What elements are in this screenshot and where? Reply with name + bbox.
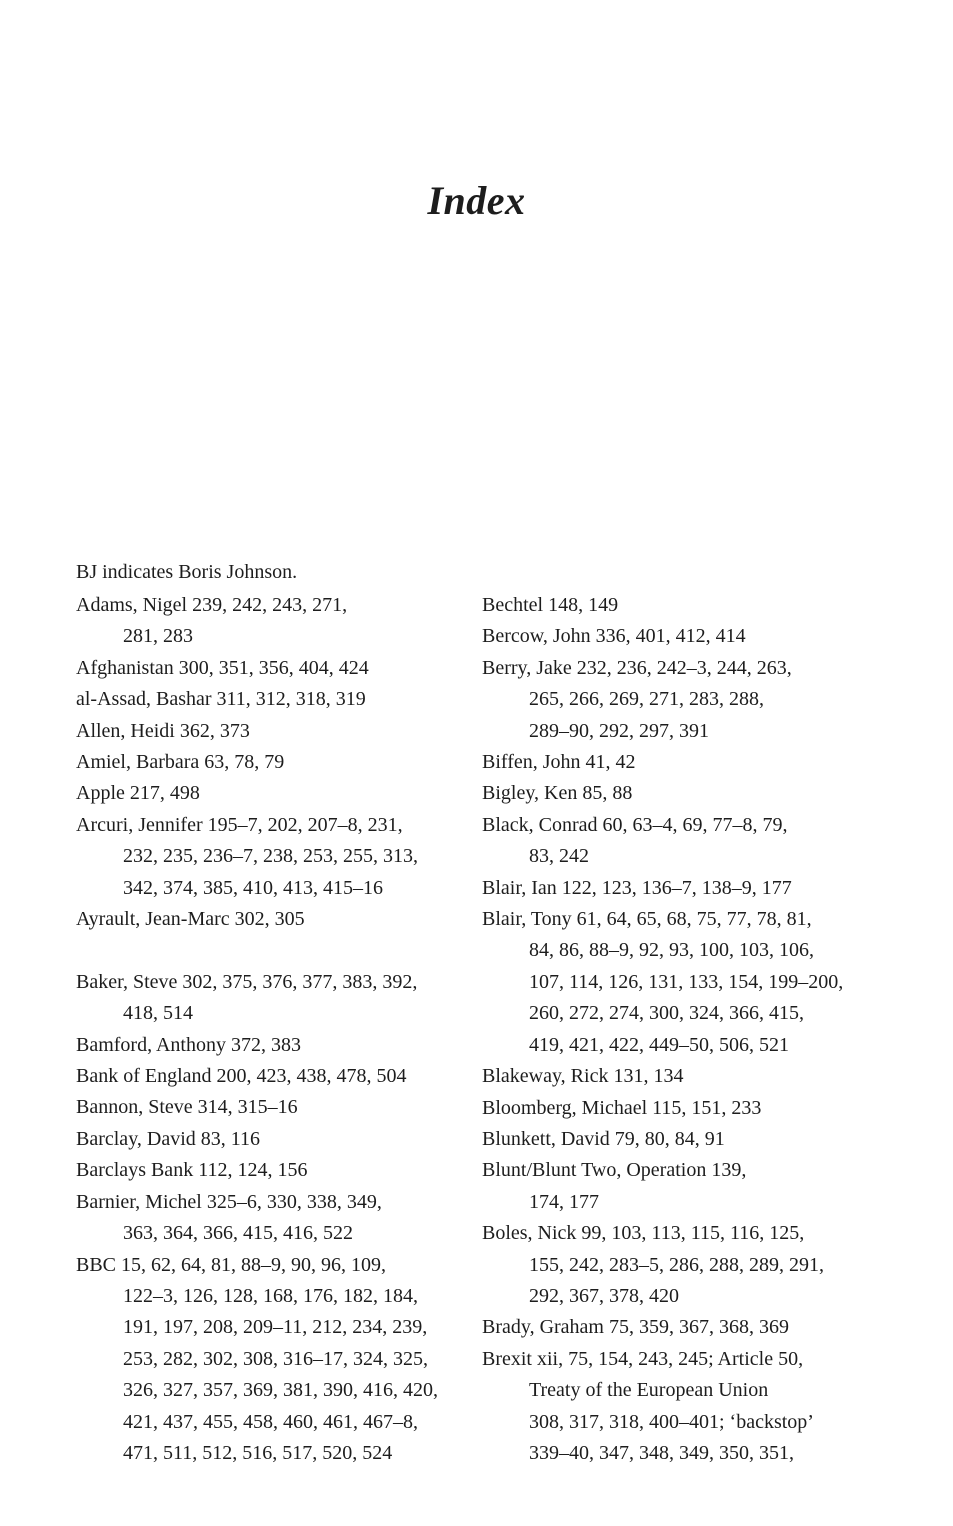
- index-entry-line: Allen, Heidi 362, 373: [76, 719, 250, 742]
- index-entry: [76, 1187, 456, 1250]
- index-entry-line: Arcuri, Jennifer 195–7, 202, 207–8, 231,: [76, 813, 403, 836]
- index-entry: [76, 810, 456, 904]
- index-entry-line: Blunt/Blunt Two, Operation 139,: [482, 1159, 747, 1182]
- index-entry: [76, 967, 456, 1030]
- index-entry-line: 155, 242, 283–5, 286, 288, 289, 291,: [529, 1253, 824, 1276]
- index-entry-line: 342, 374, 385, 410, 413, 415–16: [123, 876, 383, 899]
- index-entry: [482, 621, 862, 652]
- index-entry-line: Brady, Graham 75, 359, 367, 368, 369: [482, 1316, 789, 1339]
- index-entry-line: Blakeway, Rick 131, 134: [482, 1065, 684, 1088]
- index-entry-line: Blair, Tony 61, 64, 65, 68, 75, 77, 78, 81,: [482, 908, 812, 931]
- index-intro-note: BJ indicates Boris Johnson.: [76, 561, 298, 583]
- index-entry: [482, 1344, 862, 1470]
- index-entry: [482, 904, 862, 1061]
- index-entry-line: Ayrault, Jean-Marc 302, 305: [76, 908, 305, 931]
- index-entry-line: Black, Conrad 60, 63–4, 69, 77–8, 79,: [482, 813, 788, 836]
- index-entry: [76, 904, 456, 935]
- index-entry-line: 107, 114, 126, 131, 133, 154, 199–200,: [529, 970, 844, 993]
- index-entry-line: Bamford, Anthony 372, 383: [76, 1033, 301, 1056]
- index-entry: [482, 1093, 862, 1124]
- index-entry-line: Blunkett, David 79, 80, 84, 91: [482, 1127, 725, 1150]
- index-entry-line: Biffen, John 41, 42: [482, 751, 636, 774]
- index-entry-line: 253, 282, 302, 308, 316–17, 324, 325,: [123, 1347, 428, 1370]
- index-entry-line: 308, 317, 318, 400–401; ‘backstop’: [529, 1410, 814, 1433]
- index-entry-line: Bercow, John 336, 401, 412, 414: [482, 625, 746, 648]
- index-entry-line: al-Assad, Bashar 311, 312, 318, 319: [76, 688, 366, 711]
- index-entry-line: Adams, Nigel 239, 242, 243, 271,: [76, 594, 348, 616]
- index-entry: [482, 590, 862, 621]
- index-entry: [482, 1218, 862, 1312]
- index-entry: [76, 684, 456, 715]
- index-entry-line: Bechtel 148, 149: [482, 594, 619, 616]
- index-entry-line: 421, 437, 455, 458, 460, 461, 467–8,: [123, 1410, 418, 1433]
- index-entry: [482, 1124, 862, 1155]
- index-entry-line: Apple 217, 498: [76, 782, 200, 805]
- index-entry-line: Amiel, Barbara 63, 78, 79: [76, 751, 285, 774]
- index-entry-line: 265, 266, 269, 271, 283, 288,: [529, 688, 764, 711]
- index-entry-line: 289–90, 292, 297, 391: [529, 719, 709, 742]
- index-entry-line: 471, 511, 512, 516, 517, 520, 524: [123, 1441, 393, 1464]
- index-entry: [76, 1250, 456, 1470]
- index-entry: [482, 747, 862, 778]
- index-entry: [76, 590, 456, 653]
- index-entry-line: 418, 514: [123, 1002, 193, 1025]
- index-entry-line: Berry, Jake 232, 236, 242–3, 244, 263,: [482, 656, 792, 679]
- index-entry: [482, 778, 862, 809]
- index-entry: [76, 653, 456, 684]
- index-entry: [76, 747, 456, 778]
- index-entry-line: 363, 364, 366, 415, 416, 522: [123, 1222, 353, 1245]
- index-entry-line: 122–3, 126, 128, 168, 176, 182, 184,: [123, 1284, 418, 1307]
- index-entry: [76, 1061, 456, 1092]
- index-entry-line: Treaty of the European Union: [529, 1379, 769, 1402]
- index-entry-line: 419, 421, 422, 449–50, 506, 521: [529, 1033, 789, 1056]
- index-entry-line: Barclay, David 83, 116: [76, 1127, 261, 1150]
- index-entry: [76, 778, 456, 809]
- index-entry-line: Blair, Ian 122, 123, 136–7, 138–9, 177: [482, 876, 792, 899]
- index-entry-line: Afghanistan 300, 351, 356, 404, 424: [76, 656, 369, 679]
- index-entry-line: 326, 327, 357, 369, 381, 390, 416, 420,: [123, 1379, 438, 1402]
- index-entry: [482, 1061, 862, 1092]
- index-entry: [76, 1124, 456, 1155]
- index-entry: [482, 810, 862, 873]
- index-entry-line: BBC 15, 62, 64, 81, 88–9, 90, 96, 109,: [76, 1253, 387, 1276]
- index-entry-line: 191, 197, 208, 209–11, 212, 234, 239,: [123, 1316, 428, 1339]
- index-entry-line: 84, 86, 88–9, 92, 93, 100, 103, 106,: [529, 939, 814, 962]
- index-entry-line: 339–40, 347, 348, 349, 350, 351,: [529, 1441, 794, 1464]
- index-entry-line: Baker, Steve 302, 375, 376, 377, 383, 392,: [76, 970, 418, 993]
- page-title: Index: [427, 177, 526, 223]
- index-entry-line: Brexit xii, 75, 154, 243, 245; Article 50,: [482, 1347, 804, 1370]
- index-entry-line: 281, 283: [123, 625, 193, 648]
- index-entry: [76, 1155, 456, 1186]
- index-entry: [482, 653, 862, 747]
- index-entry-line: 83, 242: [529, 845, 589, 868]
- index-column-right: [482, 590, 862, 1469]
- index-entry-line: 292, 367, 378, 420: [529, 1284, 679, 1307]
- index-entry-line: Boles, Nick 99, 103, 113, 115, 116, 125,: [482, 1222, 805, 1245]
- index-entry-line: 174, 177: [529, 1190, 599, 1213]
- index-entry-line: Bank of England 200, 423, 438, 478, 504: [76, 1065, 407, 1088]
- index-entry: [482, 1155, 862, 1218]
- index-column-left: [76, 590, 456, 1469]
- index-entry: [76, 1030, 456, 1061]
- index-entry-line: 232, 235, 236–7, 238, 253, 255, 313,: [123, 845, 418, 868]
- index-entry-line: Barclays Bank 112, 124, 156: [76, 1159, 308, 1182]
- index-entry-line: Bannon, Steve 314, 315–16: [76, 1096, 298, 1119]
- index-entry: [482, 1312, 862, 1343]
- index-entry-line: Barnier, Michel 325–6, 330, 338, 349,: [76, 1190, 382, 1213]
- index-entry: [76, 1092, 456, 1123]
- index-entry-line: Bloomberg, Michael 115, 151, 233: [482, 1096, 762, 1119]
- index-entry-line: Bigley, Ken 85, 88: [482, 782, 633, 805]
- index-entry: [76, 716, 456, 747]
- index-entry: [482, 873, 862, 904]
- index-entry-line: 260, 272, 274, 300, 324, 366, 415,: [529, 1002, 804, 1025]
